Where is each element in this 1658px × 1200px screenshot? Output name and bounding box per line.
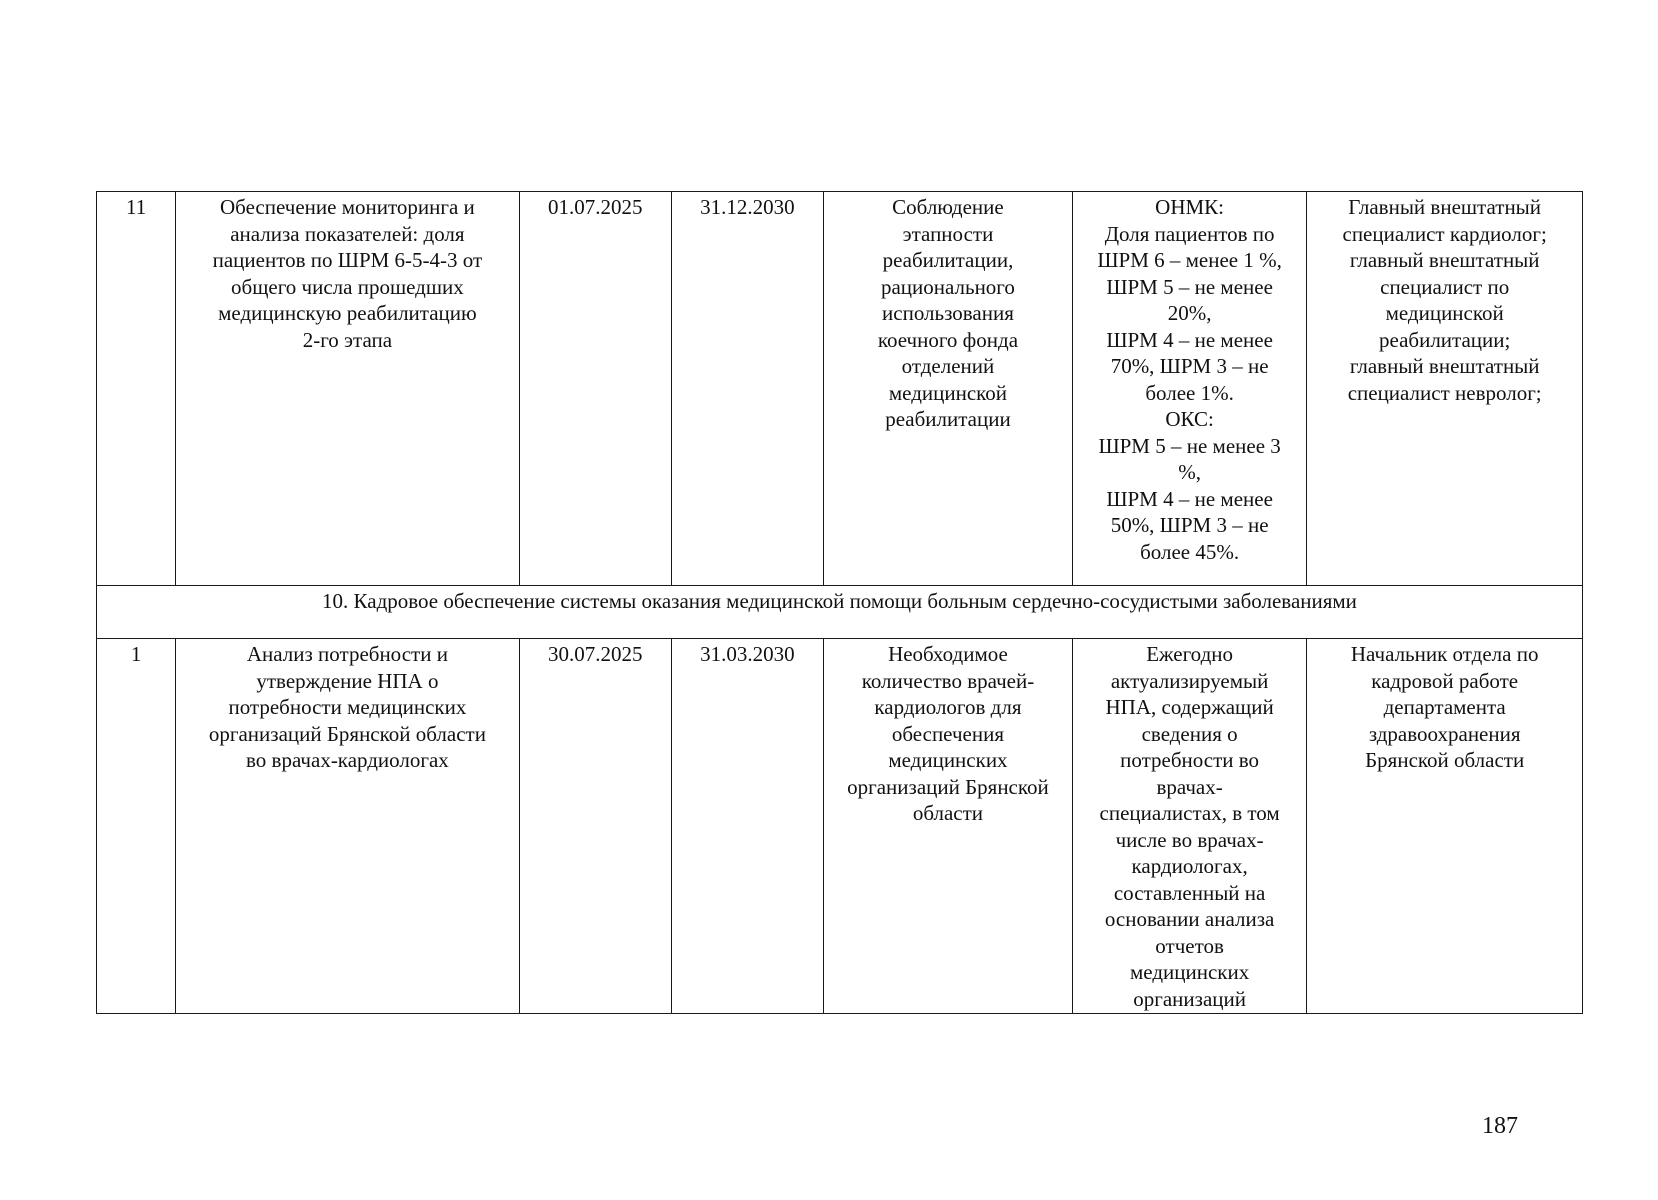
text-line: медицинскую реабилитацию [218, 301, 477, 325]
text-line: анализа показателей: доля [230, 221, 465, 246]
target-indicators [1072, 192, 1306, 586]
text-line: 20%, [1167, 301, 1212, 325]
text-line: 2-го этапа [302, 327, 393, 352]
text-line: Брянской области [1365, 748, 1525, 772]
text-line: составленный на [1113, 880, 1266, 905]
section-heading-row [97, 586, 1583, 639]
text-line: ОНМК: [1155, 195, 1225, 219]
text-line: потребности во [1120, 748, 1260, 772]
text-line: утверждение НПА о [256, 668, 439, 693]
start-date: 01.07.2025 [519, 192, 671, 586]
text-line: ШРМ 4 – не менее [1106, 486, 1273, 511]
text-line: ШРМ 5 – не менее [1106, 274, 1273, 299]
text-line: главный внештатный [1349, 354, 1540, 378]
text-line: во врачах-кардиологах [246, 748, 449, 772]
end-date: 31.03.2030 [671, 639, 823, 1014]
text-line: ШРМ 5 – не менее 3 [1098, 433, 1281, 458]
text-line: области [912, 801, 984, 825]
text-line: основании анализа [1104, 907, 1275, 931]
expected-result [824, 639, 1073, 1014]
text-line: рационального [880, 274, 1015, 299]
text-line: %, [1178, 460, 1201, 484]
text-line: Обеспечение мониторинга и [220, 195, 475, 219]
text-line: медицинской [1385, 301, 1504, 325]
text-line: отчетов [1155, 933, 1224, 958]
text-line: здравоохранения [1368, 721, 1521, 746]
text-line: организаций Брянской области [208, 721, 486, 746]
text-line: Начальник отдела по [1350, 642, 1539, 666]
row-number: 11 [97, 192, 176, 586]
page-number: 187 [1482, 1113, 1518, 1139]
text-line: Необходимое [888, 642, 1008, 666]
text-line: кардиологов для [874, 695, 1022, 719]
text-line: реабилитации; [1379, 327, 1511, 352]
text-line: медицинских [1129, 960, 1250, 984]
table-row [97, 192, 1583, 586]
text-line: более 1%. [1145, 380, 1234, 405]
text-line: более 45%. [1140, 539, 1240, 564]
text-line: сведения о [1141, 721, 1238, 746]
measures-table [96, 191, 1583, 1014]
text-line: департамента [1383, 695, 1506, 719]
text-line: потребности медицинских [228, 695, 467, 719]
text-line: отделений [901, 354, 995, 378]
responsible-persons [1307, 192, 1583, 586]
text-line: ШРМ 6 – менее 1 %, [1097, 248, 1282, 272]
text-line: кардиологах, [1131, 854, 1248, 878]
text-line: Соблюдение [892, 195, 1004, 219]
text-line: врачах- [1156, 774, 1223, 799]
responsible-persons [1307, 639, 1583, 1014]
text-line: ШРМ 4 – не менее [1106, 327, 1273, 352]
expected-result [824, 192, 1073, 586]
text-line: 70%, ШРМ 3 – не [1110, 354, 1269, 378]
text-line: кадровой работе [1371, 668, 1519, 693]
text-line: специалистах, в том [1099, 801, 1280, 825]
text-line: медицинских [888, 748, 1008, 772]
text-line: специалист кардиолог; [1342, 221, 1547, 246]
text-line: 50%, ШРМ 3 – не [1110, 513, 1269, 537]
text-line: организаций Брянской [847, 774, 1049, 799]
text-line: этапности [902, 221, 994, 246]
text-line: пациентов по ШРМ 6-5-4-3 от [212, 248, 483, 272]
text-line: организаций [1133, 986, 1246, 1011]
text-line: ОКС: [1165, 407, 1214, 431]
text-line: общего числа прошедших [231, 274, 464, 299]
text-line: актуализируемый [1110, 668, 1269, 693]
text-line: Доля пациентов по [1104, 221, 1275, 246]
text-line: Анализ потребности и [246, 642, 448, 666]
text-line: Главный внештатный [1348, 195, 1542, 219]
target-indicators [1072, 639, 1306, 1014]
row-number: 1 [97, 639, 176, 1014]
start-date: 30.07.2025 [519, 639, 671, 1014]
text-line: Ежегодно [1146, 642, 1233, 666]
measure-title [176, 192, 519, 586]
text-line: реабилитации, [882, 248, 1014, 272]
text-line: количество врачей- [861, 668, 1035, 693]
text-line: медицинской [888, 380, 1008, 405]
text-line: главный внештатный [1349, 248, 1540, 272]
text-line: числе во врачах- [1115, 827, 1264, 852]
section-heading: 10. Кадровое обеспечение системы оказания медицинской помощи больным сердечно-сосудистыми заболеваниями [97, 586, 1583, 639]
text-line: специалист невролог; [1347, 380, 1542, 405]
text-line: обеспечения [891, 721, 1005, 746]
text-line: использования [882, 301, 1014, 325]
table-row [97, 639, 1583, 1014]
text-line: реабилитации [885, 407, 1011, 431]
text-line: НПА, содержащий [1105, 695, 1274, 719]
text-line: специалист по [1380, 274, 1510, 299]
measure-title [176, 639, 519, 1014]
end-date: 31.12.2030 [671, 192, 823, 586]
text-line: коечного фонда [877, 327, 1019, 352]
